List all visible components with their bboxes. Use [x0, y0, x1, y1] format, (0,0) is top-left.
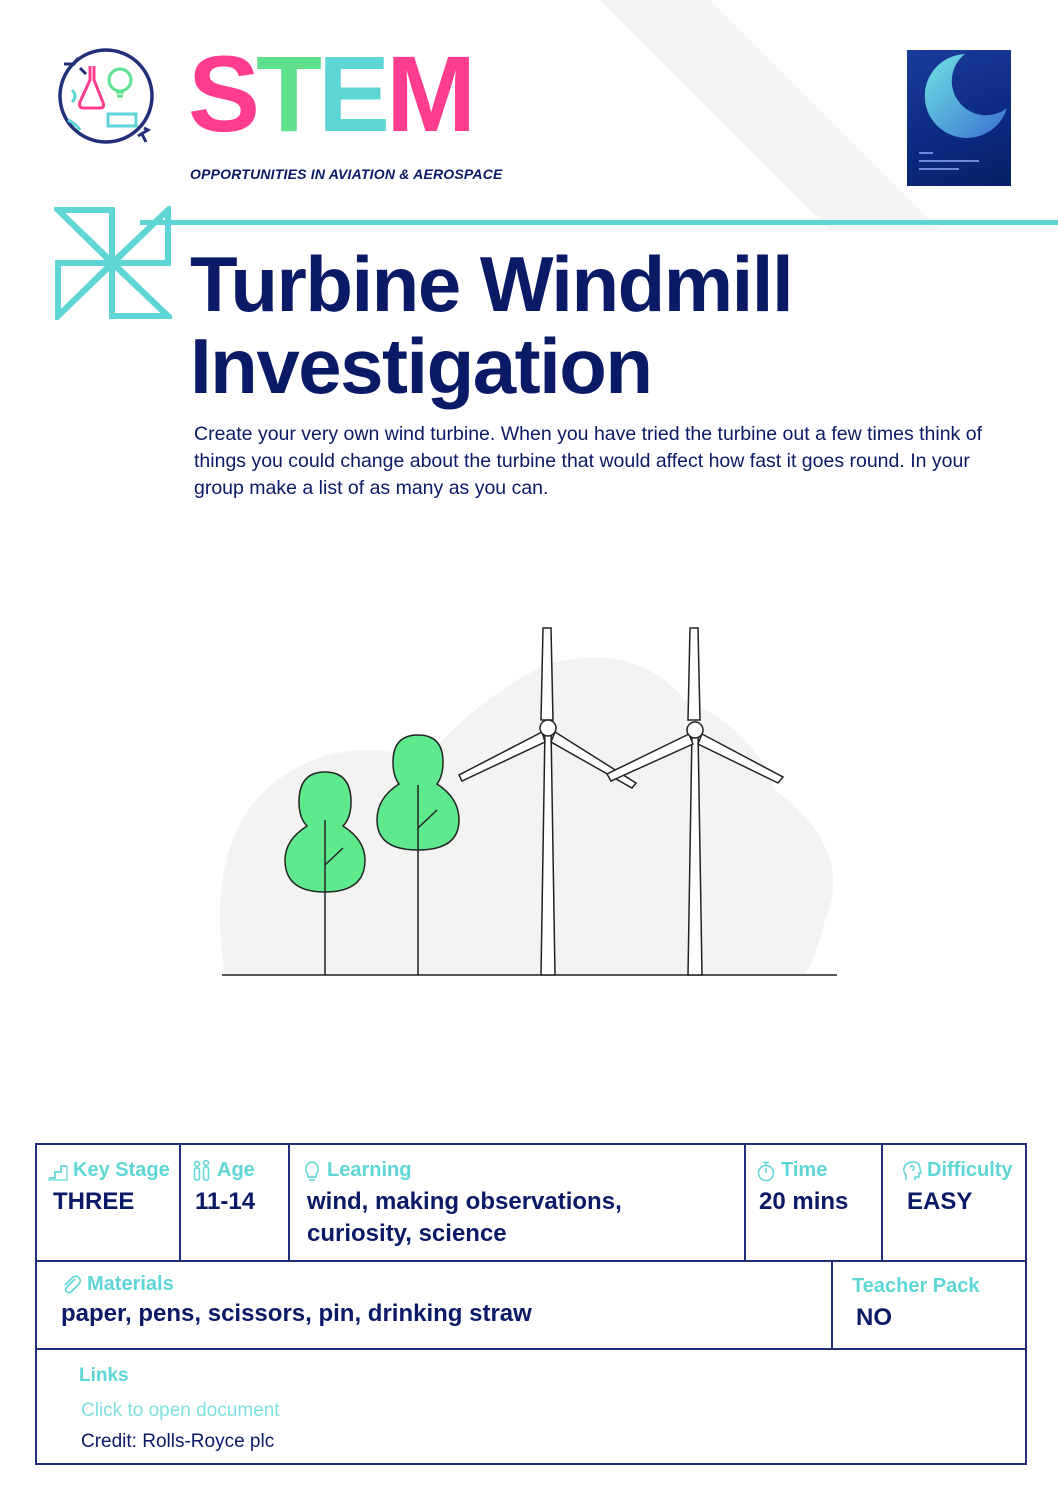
learning-cell	[301, 1159, 622, 1250]
materials-value: paper, pens, scissors, pin, drinking straw	[61, 1300, 532, 1327]
teacher-pack-label: Teacher Pack	[852, 1275, 980, 1297]
wind-turbine-illustration	[215, 620, 845, 980]
age-cell	[191, 1159, 255, 1218]
key-stage-value: THREE	[53, 1188, 135, 1215]
age-value: 11-14	[195, 1188, 256, 1215]
teacher-pack-cell	[852, 1275, 980, 1334]
steps-icon	[47, 1160, 69, 1182]
head-thinking-icon	[901, 1160, 923, 1182]
column-divider	[881, 1145, 883, 1260]
page-title-line-1: Turbine Windmill	[190, 240, 793, 328]
stem-wordmark	[188, 33, 473, 154]
materials-cell	[61, 1273, 532, 1330]
key-stage-label: Key Stage	[73, 1159, 170, 1181]
lightbulb-icon	[301, 1160, 323, 1182]
stem-subtitle: OPPORTUNITIES IN AVIATION & AEROSPACE	[190, 166, 503, 182]
stopwatch-icon	[755, 1160, 777, 1182]
column-divider	[179, 1145, 181, 1260]
caa-logo	[907, 50, 1011, 186]
column-divider	[744, 1145, 746, 1260]
open-document-link[interactable]: Click to open document	[81, 1400, 280, 1421]
intro-paragraph: Create your very own wind turbine. When you have tried the turbine out a few times think of things you could change about the turbine that would affect how fast it goes round. In your group make a list of as many as you can.	[194, 423, 982, 499]
row-divider	[37, 1348, 1025, 1350]
time-label: Time	[781, 1159, 828, 1181]
learning-value-line-2: curiosity, science	[307, 1220, 507, 1247]
pinwheel-icon	[54, 206, 172, 320]
row-divider	[37, 1260, 1025, 1262]
links-cell	[79, 1365, 280, 1453]
credit-text: Credit: Rolls-Royce plc	[81, 1431, 275, 1452]
key-stage-cell	[47, 1159, 170, 1218]
stem-emblem-logo	[50, 40, 162, 152]
materials-label: Materials	[87, 1273, 174, 1295]
time-cell	[755, 1159, 848, 1218]
page-title	[190, 240, 793, 410]
age-label: Age	[217, 1159, 255, 1181]
stem-letter-s: S	[188, 33, 257, 154]
teacher-pack-value: NO	[856, 1304, 892, 1331]
paperclip-icon	[61, 1274, 83, 1296]
column-divider	[288, 1145, 290, 1260]
links-label: Links	[79, 1365, 129, 1386]
caa-wordmark-lines	[919, 148, 979, 176]
stem-letter-t: T	[256, 33, 319, 154]
people-icon	[191, 1160, 213, 1182]
page-title-line-2: Investigation	[190, 322, 652, 410]
column-divider	[831, 1260, 833, 1348]
learning-label: Learning	[327, 1159, 412, 1181]
learning-value-line-1: wind, making observations,	[307, 1188, 622, 1215]
difficulty-value: EASY	[907, 1188, 973, 1215]
stem-letter-e: E	[318, 33, 387, 154]
header-divider-line	[140, 220, 1058, 225]
difficulty-cell	[901, 1159, 1013, 1218]
activity-info-table	[35, 1143, 1027, 1465]
stem-letter-m: M	[386, 33, 473, 154]
difficulty-label: Difficulty	[927, 1159, 1013, 1181]
time-value: 20 mins	[759, 1188, 849, 1215]
